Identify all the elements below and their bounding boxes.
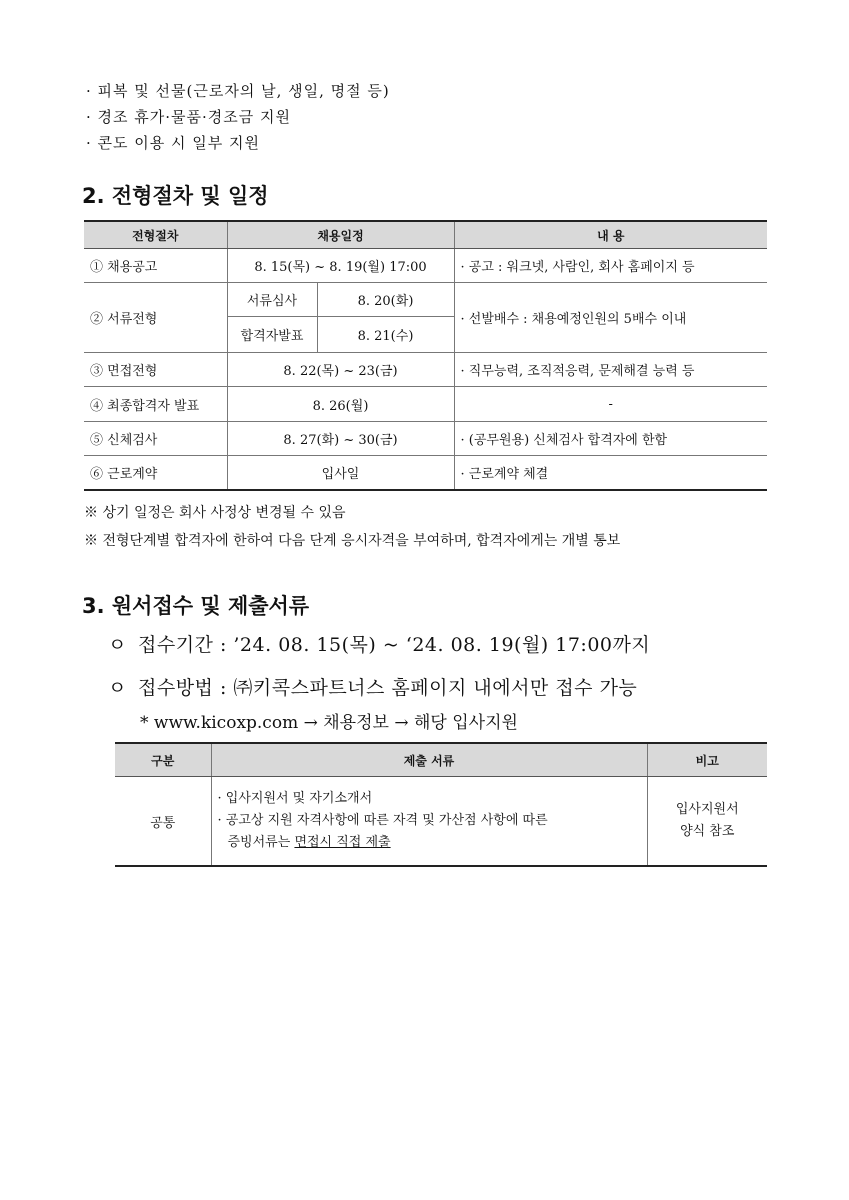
step-cell: ⑤ 신체검사 [84,422,227,456]
documents-table [115,742,767,867]
sub-step-label: 서류심사 [227,283,317,317]
schedule-header-row [84,221,767,249]
section-3-title: 3. 원서접수 및 제출서류 [82,594,310,618]
schedule-cell: 8. 27(화) ~ 30(금) [227,422,454,456]
schedule-note: ※ 상기 일정은 회사 사정상 변경될 수 있음 [84,505,346,521]
section-2-title: 2. 전형절차 및 일정 [82,184,269,208]
sub-step-date: 8. 20(화) [317,283,454,317]
documents-cell [211,777,647,867]
header-remarks: 비고 [647,743,767,777]
header-content: 내 용 [454,221,767,249]
application-period-text: 접수기간 : ’24. 08. 15(목) ~ ‘24. 08. 19(월) 17:00까지 [138,634,651,656]
benefit-bullet: · 피복 및 선물(근로자의 날, 생일, 명절 등) [86,82,390,100]
application-method-detail: * www.kicoxp.com → 채용정보 → 해당 입사지원 [140,713,518,733]
circle-marker: ㅇ [108,677,127,699]
circle-marker: ㅇ [108,634,127,656]
table-row [84,456,767,490]
schedule-table [84,220,767,491]
benefit-bullet: · 경조 휴가·물품·경조금 지원 [86,108,291,126]
content-cell: · 선발배수 : 채용예정인원의 5배수 이내 [454,283,767,353]
table-row [84,283,767,317]
document-text: 증빙서류는 [227,835,295,850]
content-cell: · 공고 : 워크넷, 사람인, 회사 홈페이지 등 [454,249,767,283]
remark-line: 입사지원서 [675,802,739,817]
schedule-cell: 입사일 [227,456,454,490]
table-row [84,422,767,456]
table-row [84,353,767,387]
document-item: · 공고상 지원 자격사항에 따른 자격 및 가산점 사항에 따른 [217,813,548,828]
application-method [108,673,637,700]
step-cell: ③ 면접전형 [84,353,227,387]
document-item-continued [218,832,641,854]
content-cell: - [454,387,767,422]
content-cell: · 근로계약 체결 [454,456,767,490]
table-row [115,777,767,867]
table-row [84,249,767,283]
header-schedule: 채용일정 [227,221,454,249]
sub-step-label: 합격자발표 [227,317,317,353]
underlined-instruction: 면접시 직접 제출 [294,835,391,850]
application-method-text: 접수방법 : ㈜키콕스파트너스 홈페이지 내에서만 접수 가능 [138,677,638,699]
benefit-bullet: · 콘도 이용 시 일부 지원 [86,134,261,152]
category-cell: 공통 [115,777,211,867]
content-cell: · 직무능력, 조직적응력, 문제해결 능력 등 [454,353,767,387]
header-step: 전형절차 [84,221,227,249]
schedule-cell: 8. 22(목) ~ 23(금) [227,353,454,387]
remarks-cell [647,777,767,867]
application-period [108,630,650,657]
schedule-cell: 8. 15(목) ~ 8. 19(월) 17:00 [227,249,454,283]
table-row [84,387,767,422]
header-category: 구분 [115,743,211,777]
remark-line: 양식 참조 [680,824,735,839]
schedule-note: ※ 전형단계별 합격자에 한하여 다음 단계 응시자격을 부여하며, 합격자에게는 개별 통보 [84,533,621,549]
step-cell: ② 서류전형 [84,283,227,353]
sub-step-date: 8. 21(수) [317,317,454,353]
content-cell: · (공무원용) 신체검사 합격자에 한함 [454,422,767,456]
step-cell: ⑥ 근로계약 [84,456,227,490]
step-cell: ④ 최종합격자 발표 [84,387,227,422]
header-documents: 제출 서류 [211,743,647,777]
documents-header-row [115,743,767,777]
schedule-cell: 8. 26(월) [227,387,454,422]
document-item: · 입사지원서 및 자기소개서 [217,791,373,806]
step-cell: ① 채용공고 [84,249,227,283]
